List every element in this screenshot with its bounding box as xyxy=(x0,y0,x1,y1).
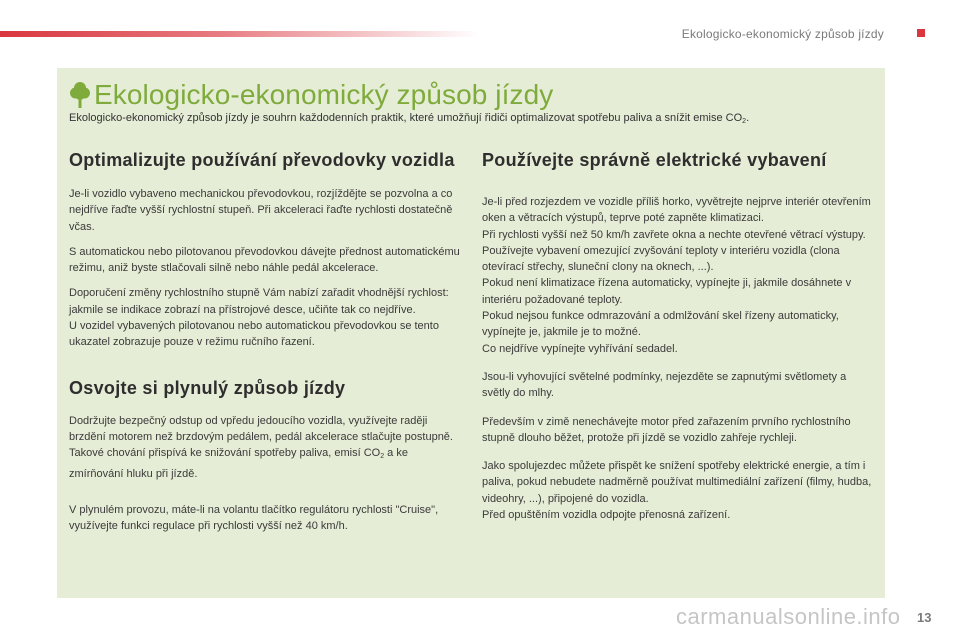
header-marker xyxy=(917,29,925,37)
paragraph-safe-distance: Dodržujte bezpečný odstup od vpředu jedoucího vozidla, využívejte raději brzdění motorem než brzdovým pedálem, pedál akcelerace stlačujte postupně. Takové chování přispívá ke snižování spotřeby paliva, emisí CO2 a ke zmírňování hluku při jízdě. xyxy=(69,414,453,480)
paragraph-gear-indicator: Doporučení změny rychlostního stupně Vám nabízí zařadit vhodnější rychlost: jakmile se indikace zobrazí na přístrojové desce, učiňte tak co nejdříve. U vozidel vybavených pilotovanou nebo automatickou převodovkou se tento ukazatel zobrazuje pouze v režimu ručního řazení. xyxy=(69,287,449,349)
paragraph-engine-warmup: Především v zimě nenechávejte motor před zařazením prvního rychlostního stupně dlouho běžet, protože při jízdě se vozidlo zahřeje rychleji. xyxy=(482,415,851,444)
page-title-block xyxy=(70,80,553,110)
right-column xyxy=(482,150,877,523)
watermark: carmanualsonline.info xyxy=(676,604,901,629)
page-number: 13 xyxy=(917,610,932,625)
page-title: Ekologicko-ekonomický způsob jízdy xyxy=(94,79,554,110)
section-title-electrical-equipment: Používejte správně elektrické vybavení xyxy=(482,150,827,170)
tree-icon xyxy=(70,81,90,109)
paragraph-passenger-devices: Jako spolujezdec můžete přispět ke snížení spotřeby elektrické energie, a tím i paliva, pokud nebudete nadměrně používat multimediální zařízení (filmy, hudba, videohry, ...), připojené do vozidla. Před opuštěním vozidla odpojte přenosná zařízení. xyxy=(482,460,872,522)
section-title-gearbox: Optimalizujte používání převodovky vozidla xyxy=(69,150,455,170)
paragraph-automatic-gearbox: S automatickou nebo pilotovanou převodovkou dávejte přednost automatickému režimu, aniž byste stlačovali silně nebo náhle pedál akcelerace. xyxy=(69,245,460,275)
intro-text: Ekologicko-ekonomický způsob jízdy je souhrn každodenních praktik, které umožňují řidiči optimalizovat spotřebu paliva a snížit emise CO2. xyxy=(69,112,750,125)
running-header: Ekologicko-ekonomický způsob jízdy xyxy=(681,27,884,41)
paragraph-manual-gearbox: Je-li vozidlo vybaveno mechanickou převodovkou, rozjíždějte se pozvolna a co nejdříve řaďte vyšší rychlostní stupeň. Při akceleraci řaďte rychlosti dostatečně včas. xyxy=(69,188,453,233)
paragraph-cruise-control: V plynulém provozu, máte-li na volantu tlačítko regulátoru rychlosti "Cruise", využívejte funkci regulace při rychlosti vyšší než 40 km/h. xyxy=(69,503,439,533)
section-title-smooth-driving: Osvojte si plynulý způsob jízdy xyxy=(69,377,346,398)
paragraph-air-conditioning: Je-li před rozjezdem ve vozidle příliš horko, vyvětrejte nejprve interiér otevřením oken a větracích výstupů, teprve poté zapněte klimatizaci. Při rychlosti vyšší než 50 km/h zavřete okna a nechte otevřené větrací výstupy. Používejte vybavení omezující zvyšování teploty v interiéru vozidla (clona otevírací střechy, sluneční clony na oknech, ...). Pokud není klimatizace řízena automaticky, vypínejte ji, jakmile dosáhnete v interiéru požadované teploty. Pokud nejsou funkce odmrazování a odmlžování skel řízeny automaticky, vypínejte je, jakmile je to možné. Co nejdříve vypínejte vyhřívání sedadel. xyxy=(482,196,871,355)
left-column xyxy=(69,150,461,534)
header-accent-stripe xyxy=(0,31,480,37)
paragraph-headlights: Jsou-li vyhovující světelné podmínky, nejezděte se zapnutými světlomety a světly do mlhy. xyxy=(482,370,847,400)
